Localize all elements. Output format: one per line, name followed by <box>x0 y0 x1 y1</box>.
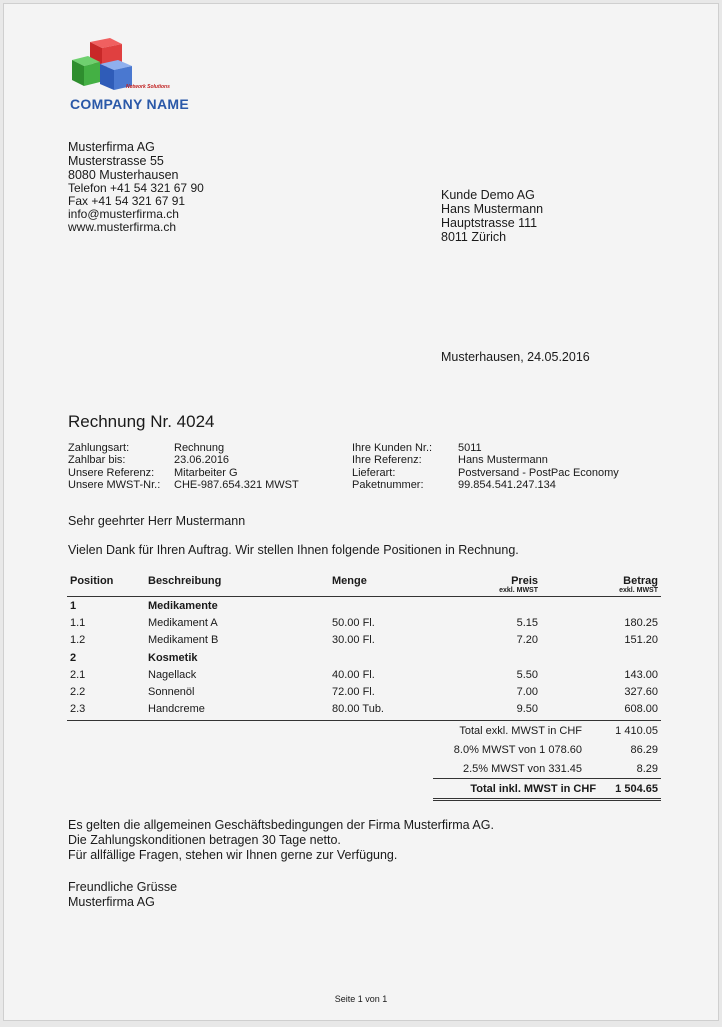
cell-description: Handcreme <box>148 703 205 716</box>
closing-line: Für allfällige Fragen, stehen wir Ihnen gerne zur Verfügung. <box>68 848 398 862</box>
table-row <box>67 649 661 666</box>
greeting <box>68 880 177 910</box>
invoice-meta-left <box>68 442 299 491</box>
meta-row <box>352 479 619 491</box>
meta-key: Unsere Referenz: <box>68 466 155 479</box>
cell-amount: 143.00 <box>624 668 658 681</box>
cell-price: 5.50 <box>516 668 538 681</box>
sender-web: www.musterfirma.ch <box>68 220 177 234</box>
total-value: 1 410.05 <box>615 724 658 737</box>
meta-value: Mitarbeiter G <box>174 466 238 479</box>
invoice-page <box>3 3 719 1021</box>
table-header-row <box>67 572 661 597</box>
meta-value: Hans Mustermann <box>458 454 548 467</box>
sender-street: Musterstrasse 55 <box>68 154 164 168</box>
meta-row <box>68 467 299 479</box>
grand-total-label: Total inkl. MWST in CHF <box>470 782 597 795</box>
cell-amount: 151.20 <box>624 634 658 647</box>
recipient-company: Kunde Demo AG <box>441 188 535 202</box>
cell-price <box>435 649 541 666</box>
company-logo <box>70 38 189 118</box>
header-amount-label: Betrag <box>623 575 658 587</box>
logo-company-name: COMPANY NAME <box>70 96 189 112</box>
closing-line: Die Zahlungskonditionen betragen 30 Tage netto. <box>68 833 341 847</box>
cell-description: Nagellack <box>148 668 197 681</box>
cell-description: Sonnenöl <box>148 686 195 699</box>
recipient-address <box>441 188 543 244</box>
totals-block <box>67 720 661 801</box>
vat-value: 86.29 <box>630 743 658 756</box>
sender-address <box>68 140 204 234</box>
cell-price: 9.50 <box>516 703 538 716</box>
cell-quantity: 40.00 Fl. <box>332 668 375 681</box>
cell-price: 5.15 <box>516 616 538 629</box>
cell-price <box>435 597 541 615</box>
cubes-logo-icon <box>70 38 140 100</box>
greeting-signature: Musterfirma AG <box>68 895 155 909</box>
meta-key: Lieferart: <box>352 466 396 479</box>
grand-total-value: 1 504.65 <box>615 782 658 795</box>
page-footer: Seite 1 von 1 <box>334 994 388 1004</box>
sender-city: 8080 Musterhausen <box>68 168 179 182</box>
grand-total-row <box>433 778 661 801</box>
meta-row <box>352 442 619 454</box>
cell-description: Medikamente <box>148 599 218 612</box>
line-items-table <box>67 572 661 718</box>
logo-tagline: Network Solutions <box>126 84 170 90</box>
cell-position: 2 <box>70 651 77 664</box>
table-row <box>67 683 661 700</box>
meta-row <box>68 454 299 466</box>
cell-position: 2.2 <box>70 686 86 699</box>
meta-key: Ihre Kunden Nr.: <box>352 442 433 454</box>
cell-position: 1 <box>70 599 77 612</box>
cell-description: Medikament B <box>148 634 219 647</box>
cell-quantity: 50.00 Fl. <box>332 616 375 629</box>
header-price-label: Preis <box>511 575 538 587</box>
cell-quantity: 80.00 Tub. <box>332 703 384 716</box>
cell-quantity <box>329 649 435 666</box>
header-position: Position <box>70 575 114 587</box>
vat-row <box>67 740 661 759</box>
cell-position: 1.2 <box>70 634 86 647</box>
meta-row <box>352 454 619 466</box>
header-description: Beschreibung <box>148 575 222 587</box>
vat-value: 8.29 <box>636 762 658 775</box>
table-row <box>67 666 661 683</box>
table-row <box>67 701 661 718</box>
sender-name: Musterfirma AG <box>68 140 155 154</box>
vat-label: 8.0% MWST von 1 078.60 <box>453 743 582 756</box>
cell-position: 1.1 <box>70 616 86 629</box>
sender-fax: Fax +41 54 321 67 91 <box>68 194 186 208</box>
vat-row <box>67 759 661 778</box>
sender-email: info@musterfirma.ch <box>68 207 179 221</box>
recipient-city: 8011 Zürich <box>441 230 507 244</box>
cell-amount: 327.60 <box>624 686 658 699</box>
meta-value: CHE-987.654.321 MWST <box>174 478 299 491</box>
total-net-row <box>67 721 661 740</box>
greeting-line: Freundliche Grüsse <box>68 880 178 894</box>
closing-line: Es gelten die allgemeinen Geschäftsbedingungen der Firma Musterfirma AG. <box>68 818 494 832</box>
table-row <box>67 632 661 649</box>
intro-text: Vielen Dank für Ihren Auftrag. Wir stellen Ihnen folgende Positionen in Rechnung. <box>68 543 519 557</box>
salutation: Sehr geehrter Herr Mustermann <box>68 514 246 528</box>
cell-position: 2.1 <box>70 668 86 681</box>
cell-amount: 180.25 <box>624 616 658 629</box>
meta-value: Postversand - PostPac Economy <box>458 466 619 479</box>
meta-value: Rechnung <box>174 442 225 454</box>
header-quantity: Menge <box>332 575 367 587</box>
meta-value: 5011 <box>458 442 482 454</box>
recipient-person: Hans Mustermann <box>441 202 544 216</box>
cell-quantity: 72.00 Fl. <box>332 686 375 699</box>
cell-description: Medikament A <box>148 616 218 629</box>
meta-row <box>68 442 299 454</box>
meta-row <box>352 467 619 479</box>
cell-description: Kosmetik <box>148 651 198 664</box>
invoice-title: Rechnung Nr. 4024 <box>68 412 215 431</box>
meta-value: 23.06.2016 <box>174 454 230 467</box>
closing-text <box>68 818 494 863</box>
cell-amount <box>541 597 661 615</box>
invoice-meta-right <box>352 442 619 491</box>
header-amount-sub: exkl. MWST <box>619 587 658 594</box>
meta-key: Unsere MWST-Nr.: <box>68 478 161 491</box>
cell-position: 2.3 <box>70 703 86 716</box>
cell-price: 7.20 <box>516 634 538 647</box>
meta-key: Zahlbar bis: <box>68 454 126 467</box>
meta-key: Paketnummer: <box>352 478 424 491</box>
meta-key: Ihre Referenz: <box>352 454 422 467</box>
meta-row <box>68 479 299 491</box>
total-label: Total exkl. MWST in CHF <box>459 724 582 737</box>
table-row <box>67 597 661 615</box>
cell-quantity <box>329 597 435 615</box>
cell-quantity: 30.00 Fl. <box>332 634 375 647</box>
meta-value: 99.854.541.247.134 <box>458 478 556 491</box>
table-row <box>67 614 661 631</box>
cell-amount <box>541 649 661 666</box>
vat-label: 2.5% MWST von 331.45 <box>462 762 582 775</box>
header-price <box>435 572 541 597</box>
recipient-street: Hauptstrasse 111 <box>441 216 538 230</box>
cell-price: 7.00 <box>516 686 538 699</box>
place-date: Musterhausen, 24.05.2016 <box>441 350 590 364</box>
header-price-sub: exkl. MWST <box>499 587 538 594</box>
meta-key: Zahlungsart: <box>68 442 130 454</box>
cell-amount: 608.00 <box>624 703 658 716</box>
header-amount <box>541 572 661 597</box>
sender-phone: Telefon +41 54 321 67 90 <box>68 181 204 195</box>
